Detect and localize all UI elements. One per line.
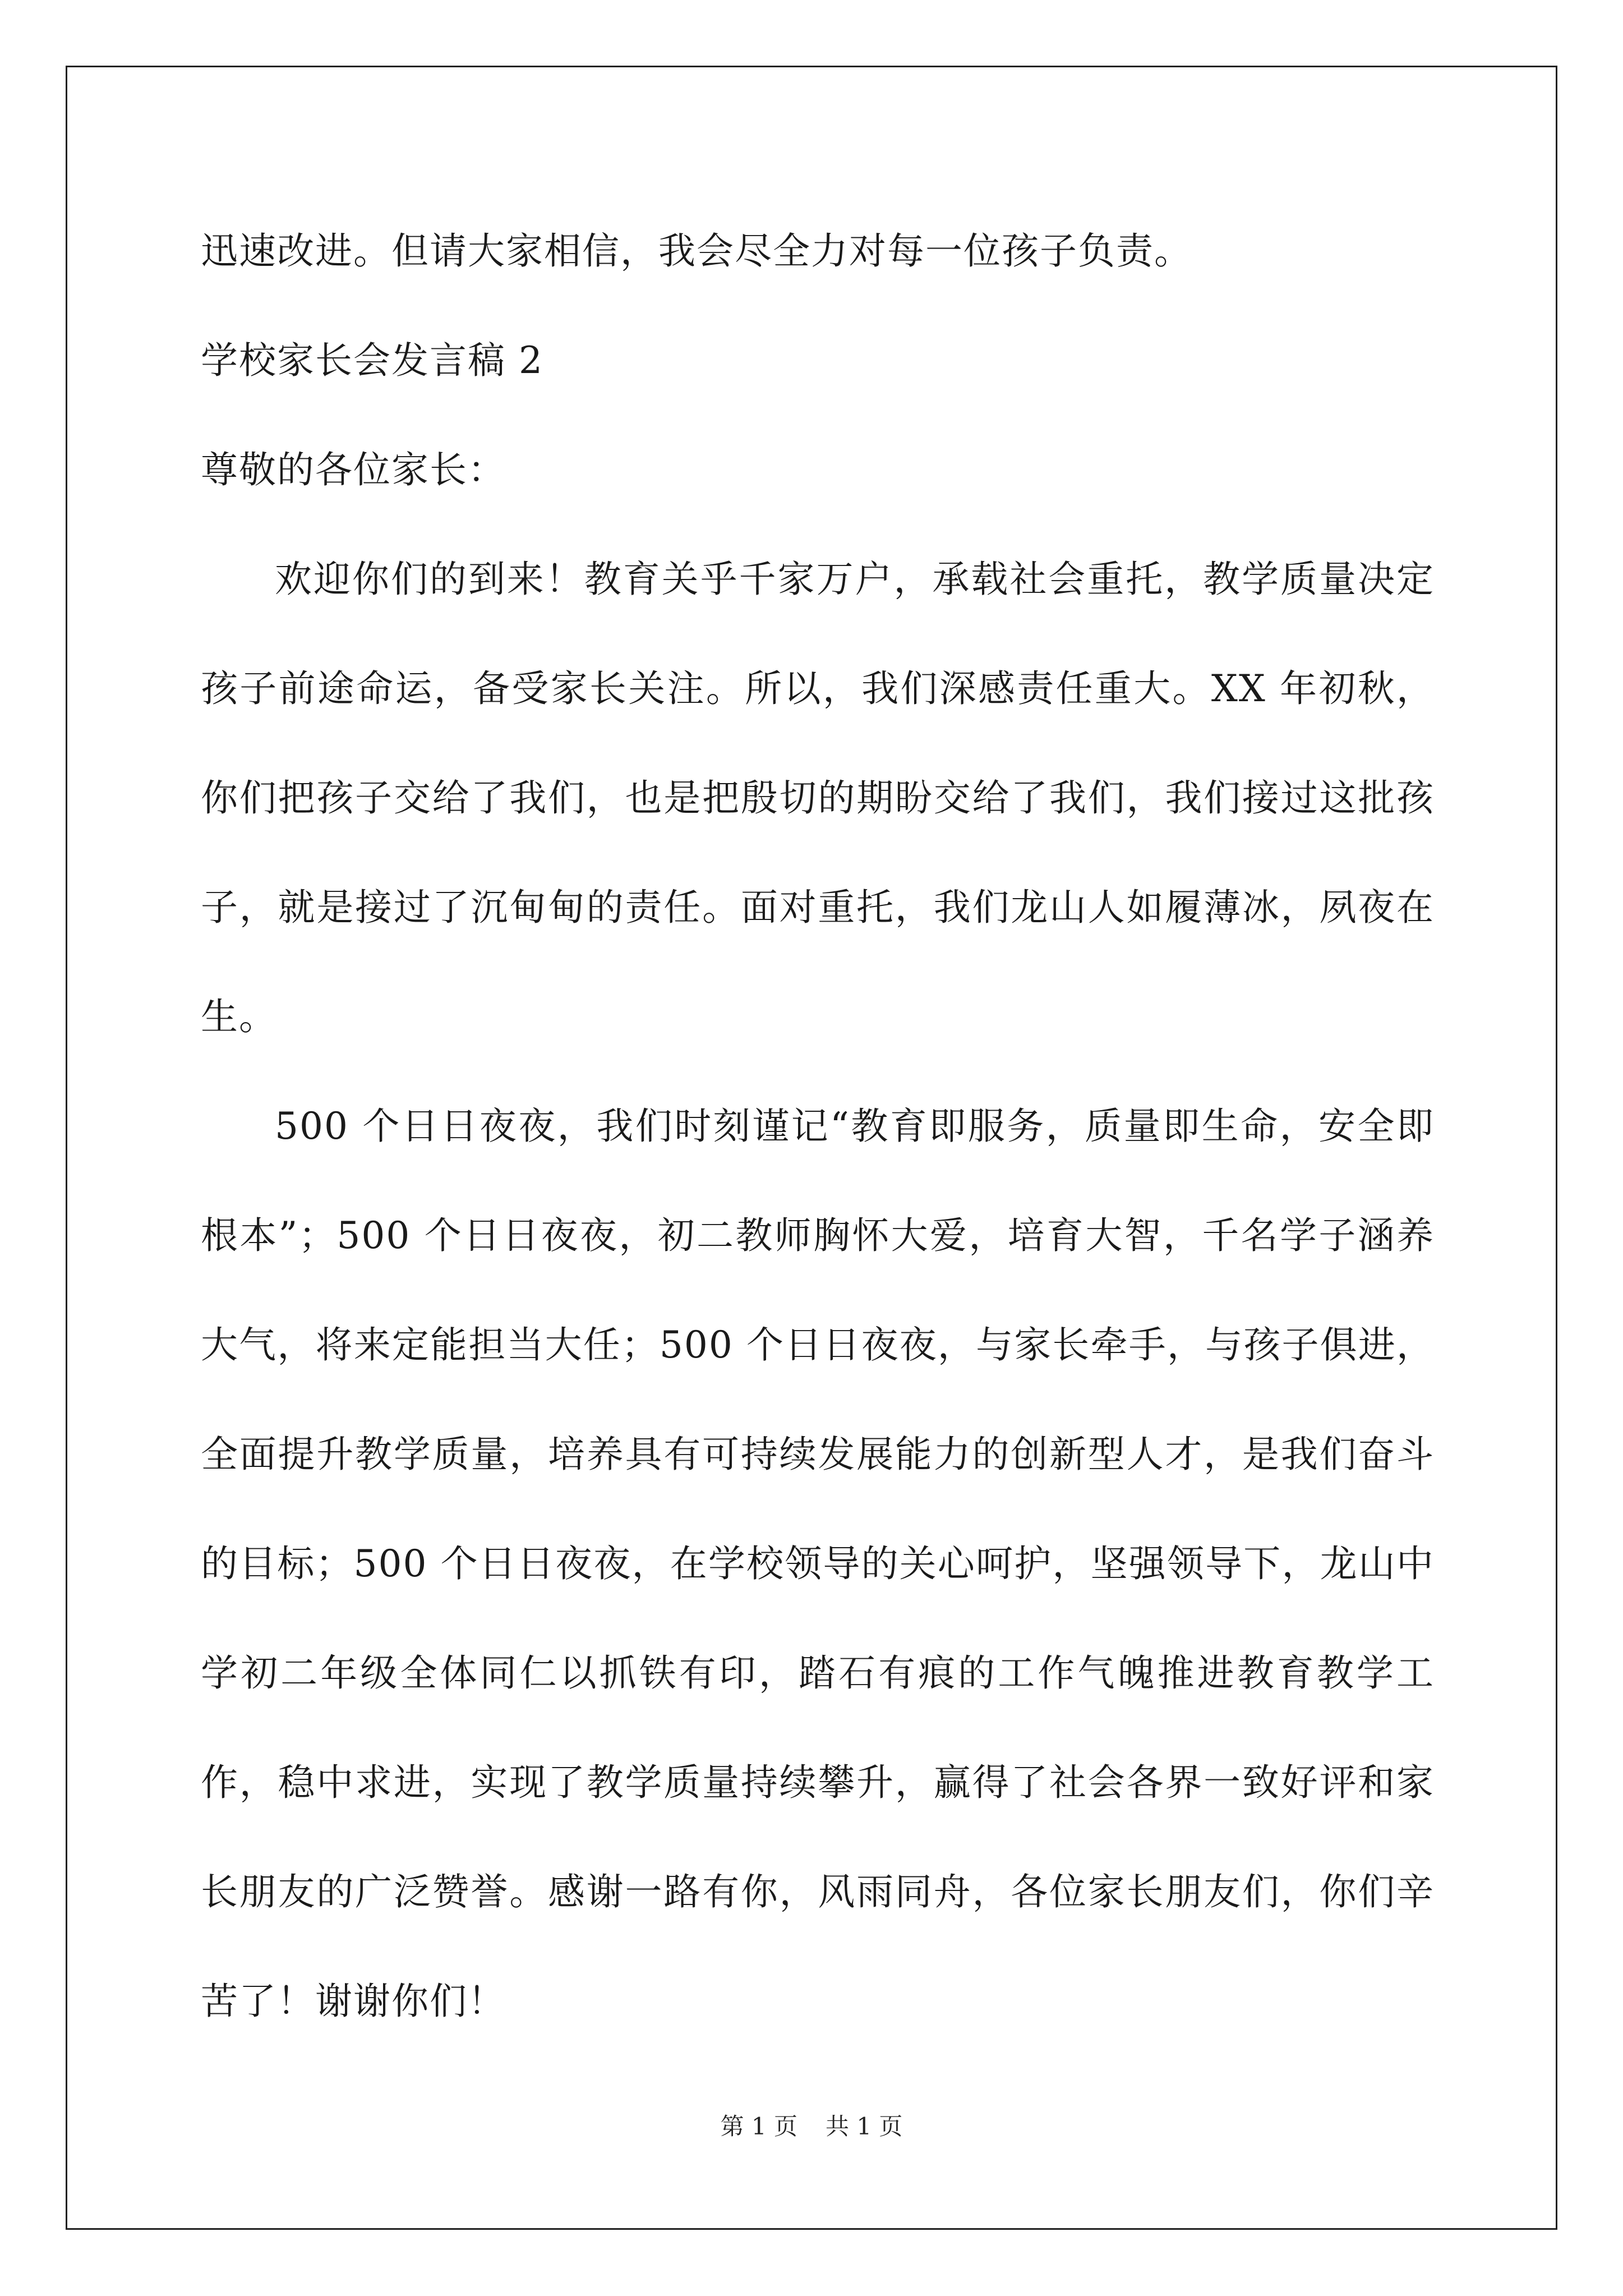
salutation: 尊敬的各位家长： — [201, 448, 506, 491]
page-footer — [0, 2108, 1623, 2142]
paragraph-welcome: 欢迎你们的到来！教育关乎千家万户，承载社会重托，教学质量决定孩子前途命运，备受家长关注。所以，我们深感责任重大。XX 年初秋，你们把孩子交给了我们，也是把殷切的期盼交给了我们，我们接过这批孩子，就是接过了沉甸甸的责任。面对重托，我们龙山人如履薄冰，夙夜在生。 — [201, 558, 1435, 1038]
continuation-text: 迅速改进。但请大家相信，我会尽全力对每一位孩子负责。 — [201, 229, 1192, 273]
page-total: 共 1 页 — [826, 2113, 903, 2140]
document-body — [201, 196, 1435, 2056]
paragraph-500-days: 500 个日日夜夜，我们时刻谨记“教育即服务，质量即生命，安全即根本”；500 个日日夜夜，初二教师胸怀大爱，培育大智，千名学子涵养大气，将来定能担当大任；500 个日日夜夜，与家长牵手，与孩子俱进，全面提升教学质量，培养具有可持续发展能力的创新型人才，是我们奋斗的目标；500 个日日夜夜，在学校领导的关心呵护，坚强领导下，龙山中学初二年级全体同仁以抓铁有印，踏石有痕的工作气魄推进教育教学工作，稳中求进，实现了教学质量持续攀升，赢得了社会各界一致好评和家长朋友的广泛赞誉。感谢一路有你，风雨同舟，各位家长朋友们，你们辛苦了！谢谢你们！ — [201, 1105, 1435, 2023]
page-number: 第 1 页 — [720, 2113, 797, 2140]
section-title: 学校家长会发言稿 2 — [201, 339, 543, 382]
